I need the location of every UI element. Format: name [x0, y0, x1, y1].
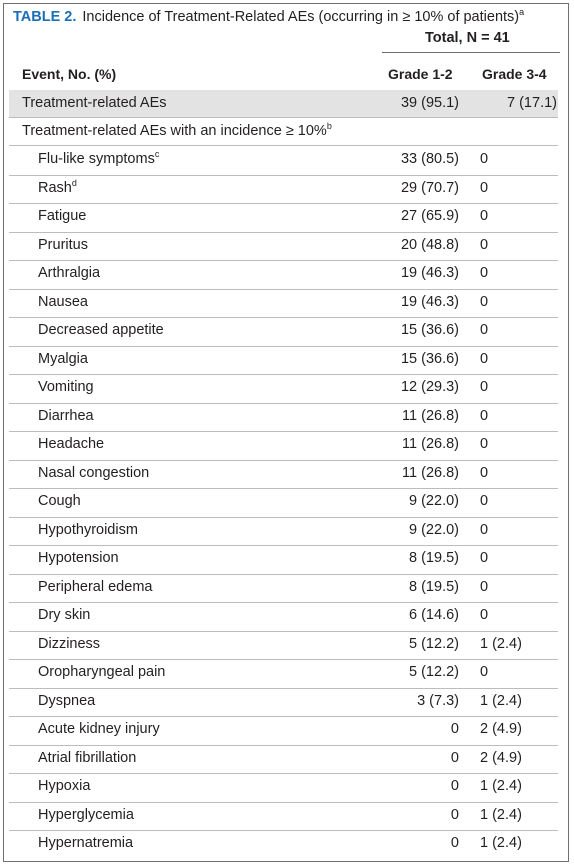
column-header-event: Event, No. (%) — [22, 66, 117, 82]
grade34-value: 0 — [480, 521, 489, 538]
event-name: Diarrhea — [38, 407, 94, 424]
grade12-value: 19 (46.3) — [400, 293, 459, 310]
table-row — [9, 802, 558, 832]
event-name: Dyspnea — [38, 692, 96, 709]
subhead-text: Treatment-related AEs with an incidence ≥ 10%$^b$ — [22, 121, 332, 139]
overall-event: Treatment-related AEs — [22, 95, 167, 111]
grade34-value: 1 (2.4) — [480, 692, 522, 709]
event-name: Rash$^d$ — [38, 177, 77, 196]
table-row — [9, 403, 558, 433]
grade34-value: 0 — [480, 151, 489, 167]
grade12-value: 29 (70.7) — [400, 179, 459, 196]
grade34-value: 0 — [480, 550, 489, 566]
spanner-rule — [382, 52, 560, 53]
table-row — [9, 346, 558, 376]
table-row — [9, 517, 558, 547]
grade12-value: 5 (12.2) — [409, 664, 459, 680]
event-footnote-mark: c — [154, 149, 160, 160]
grade12-value: 11 (26.8) — [402, 436, 459, 452]
grade34-value: 0 — [480, 664, 489, 680]
grade34-value: 1 (2.4) — [480, 635, 522, 652]
table-row — [9, 431, 558, 461]
overall-grade12: 39 (95.1) — [400, 95, 459, 111]
table-row — [9, 460, 558, 490]
grade34-value: 0 — [480, 265, 489, 281]
event-name: Myalgia — [38, 350, 88, 367]
grade34-value: 0 — [480, 208, 489, 224]
table-row — [9, 773, 558, 803]
table-row — [9, 745, 558, 775]
total-header: Total, N = 41 — [425, 30, 510, 46]
event-name: Nasal congestion — [38, 464, 150, 481]
event-name: Decreased appetite — [38, 322, 164, 338]
table-row — [9, 716, 558, 746]
event-footnote-mark: d — [71, 177, 77, 188]
table-row — [9, 659, 558, 689]
grade34-value: 0 — [480, 236, 489, 253]
grade34-value: 0 — [480, 578, 489, 595]
grade34-value: 0 — [480, 607, 489, 623]
grade12-value: 0 — [450, 835, 459, 851]
table-row — [9, 688, 558, 718]
grade34-value: 2 (4.9) — [480, 749, 522, 766]
event-name: Arthralgia — [38, 265, 101, 281]
event-name: Peripheral edema — [38, 578, 153, 595]
grade12-value: 19 (46.3) — [400, 265, 459, 281]
table-caption — [13, 9, 524, 25]
grade12-value: 8 (19.5) — [409, 550, 459, 566]
table-row — [9, 203, 558, 233]
table-row — [9, 289, 558, 319]
event-name: Dry skin — [38, 607, 91, 623]
event-name: Flu-like symptoms$^c$ — [38, 149, 160, 167]
grade34-value: 1 (2.4) — [480, 806, 522, 823]
grade12-value: 0 — [450, 721, 459, 737]
grade34-value: 0 — [480, 293, 489, 310]
table-row — [9, 545, 558, 575]
grade34-value: 0 — [480, 379, 489, 395]
grade34-value: 0 — [480, 407, 489, 424]
table-row — [9, 830, 558, 859]
table-row — [9, 488, 558, 518]
table-row — [9, 317, 558, 347]
subhead-footnote-mark: b — [326, 121, 332, 132]
table-row — [9, 232, 558, 262]
table-row — [9, 574, 558, 604]
grade34-value: 0 — [480, 350, 489, 367]
grade34-value: 1 (2.4) — [480, 778, 522, 794]
table-row — [9, 374, 558, 404]
grade12-value: 8 (19.5) — [409, 578, 459, 595]
grade12-value: 27 (65.9) — [400, 208, 459, 224]
column-header-grade12: Grade 1-2 — [388, 66, 453, 82]
table-row — [9, 602, 558, 632]
grade12-value: 15 (36.6) — [400, 322, 459, 338]
grade34-value: 0 — [480, 436, 489, 452]
grade34-value: 2 (4.9) — [480, 721, 522, 737]
overall-row — [9, 90, 558, 118]
table-label: TABLE 2. — [13, 9, 77, 25]
column-header-grade34: Grade 3-4 — [482, 66, 547, 82]
grade12-value: 9 (22.0) — [409, 493, 459, 509]
grade12-value: 0 — [450, 778, 459, 794]
grade12-value: 11 (26.8) — [402, 464, 459, 481]
table-row — [9, 631, 558, 661]
title-footnote-mark: a — [519, 7, 525, 18]
table-row — [9, 260, 558, 290]
grade34-value: 1 (2.4) — [480, 835, 522, 851]
table-title: Incidence of Treatment-Related AEs (occurring in ≥ 10% of patients) — [82, 9, 520, 25]
event-name: Hyperglycemia — [38, 806, 134, 823]
event-name: Atrial fibrillation — [38, 749, 137, 766]
event-name: Acute kidney injury — [38, 721, 160, 737]
event-name: Hypothyroidism — [38, 521, 138, 538]
overall-grade34: 7 (17.1) — [507, 95, 557, 111]
grade34-value: 0 — [480, 322, 489, 338]
grade12-value: 9 (22.0) — [409, 521, 459, 538]
grade12-value: 0 — [450, 749, 459, 766]
grade12-value: 6 (14.6) — [409, 607, 459, 623]
event-name: Pruritus — [38, 236, 88, 253]
grade34-value: 0 — [480, 493, 489, 509]
event-name: Hypoxia — [38, 778, 91, 794]
grade12-value: 0 — [450, 806, 459, 823]
event-name: Oropharyngeal pain — [38, 664, 166, 680]
event-name: Hypotension — [38, 550, 119, 566]
event-name: Nausea — [38, 293, 88, 310]
event-name: Headache — [38, 436, 105, 452]
table-row — [9, 146, 558, 176]
subhead-row — [9, 118, 558, 146]
event-name: Hypernatremia — [38, 835, 134, 851]
grade12-value: 5 (12.2) — [409, 635, 459, 652]
grade12-value: 12 (29.3) — [400, 379, 459, 395]
event-name: Vomiting — [38, 379, 94, 395]
event-name: Dizziness — [38, 635, 101, 652]
table-row — [9, 175, 558, 205]
grade34-value: 0 — [480, 179, 489, 196]
grade12-value: 20 (48.8) — [400, 236, 459, 253]
grade12-value: 3 (7.3) — [417, 692, 459, 709]
event-name: Cough — [38, 493, 81, 509]
event-name: Fatigue — [38, 208, 87, 224]
grade12-value: 33 (80.5) — [400, 151, 459, 167]
grade12-value: 15 (36.6) — [400, 350, 459, 367]
grade12-value: 11 (26.8) — [402, 407, 459, 424]
grade34-value: 0 — [480, 464, 489, 481]
